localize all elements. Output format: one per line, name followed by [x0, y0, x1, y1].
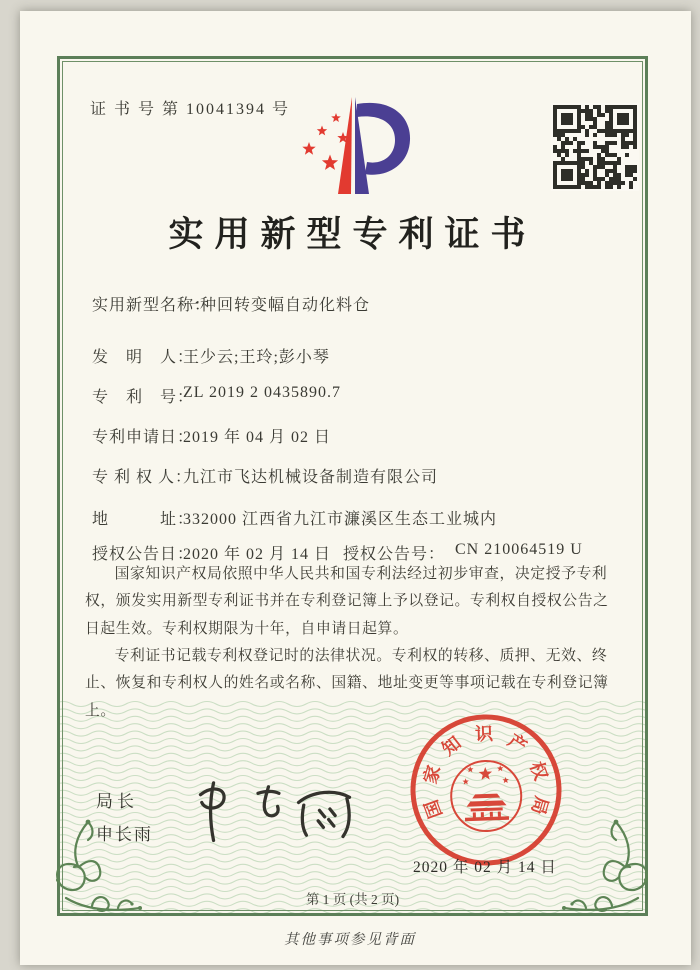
field-label-grant-number: 授权公告号： — [343, 546, 446, 563]
legal-paragraph-1: 国家知识产权局依照中华人民共和国专利法经过初步审查，决定授予专利权，颁发实用新型专利证书并在专利登记簿上予以登记。专利权自授权公告之日起生效。专利权期限为十年，自申请日起算。 — [85, 566, 609, 637]
field-label-name: 实用新型名称： — [92, 297, 212, 314]
field-value-grant-date: 2020 年 02 月 14 日 — [183, 546, 332, 563]
signature-handwriting — [190, 762, 360, 860]
legal-paragraphs — [85, 561, 619, 725]
footer-note: 其他事项参见背面 — [284, 932, 416, 948]
certificate-title: 实用新型专利证书 — [168, 215, 537, 254]
svg-text:产: 产 — [504, 730, 531, 757]
svg-text:识: 识 — [474, 723, 494, 745]
field-label-inventor: 发 明 人： — [92, 349, 195, 366]
field-value-patentee: 九江市飞达机械设备制造有限公司 — [183, 469, 439, 486]
field-value-name: 一种回转变幅自动化料仓 — [183, 297, 371, 314]
seal-emblem — [464, 793, 509, 821]
qr-code — [551, 103, 639, 191]
svg-text:局: 局 — [527, 794, 552, 817]
page-number: 第 1 页 (共 2 页) — [305, 892, 400, 907]
cnipa-logo-icon — [285, 92, 420, 208]
field-value-grant-number: CN 210064519 U — [455, 541, 583, 558]
field-label-patent-no: 专 利 号： — [92, 389, 195, 406]
field-value-filing-date: 2019 年 04 月 02 日 — [183, 429, 332, 446]
field-label-filing-date: 专利申请日： — [92, 429, 195, 446]
legal-paragraph-2: 专利证书记载专利权登记时的法律状况。专利权的转移、质押、无效、终止、恢复和专利权人的姓名或名称、国籍、地址变更等事项记载在专利登记簿上。 — [85, 648, 609, 719]
official-seal — [403, 707, 568, 872]
svg-text:知: 知 — [438, 732, 465, 760]
field-value-address: 332000 江西省九江市濂溪区生态工业城内 — [183, 511, 498, 528]
commissioner-name: 申长雨 — [96, 825, 153, 844]
svg-text:国: 国 — [420, 797, 446, 822]
svg-text:家: 家 — [420, 763, 445, 786]
field-label-address: 地 址： — [92, 511, 195, 528]
field-label-grant-date: 授权公告日： — [92, 546, 195, 563]
field-label-patentee: 专 利 权 人： — [92, 469, 193, 486]
commissioner-title: 局长 — [96, 792, 138, 811]
field-value-patent-no: ZL 2019 2 0435890.7 — [183, 384, 341, 401]
field-value-inventor: 王少云;王玲;彭小琴 — [183, 349, 330, 366]
seal-date: 2020 年 02 月 14 日 — [413, 859, 557, 876]
svg-text:权: 权 — [526, 758, 552, 783]
certificate-number: 证 书 号 第 10041394 号 — [90, 101, 291, 118]
